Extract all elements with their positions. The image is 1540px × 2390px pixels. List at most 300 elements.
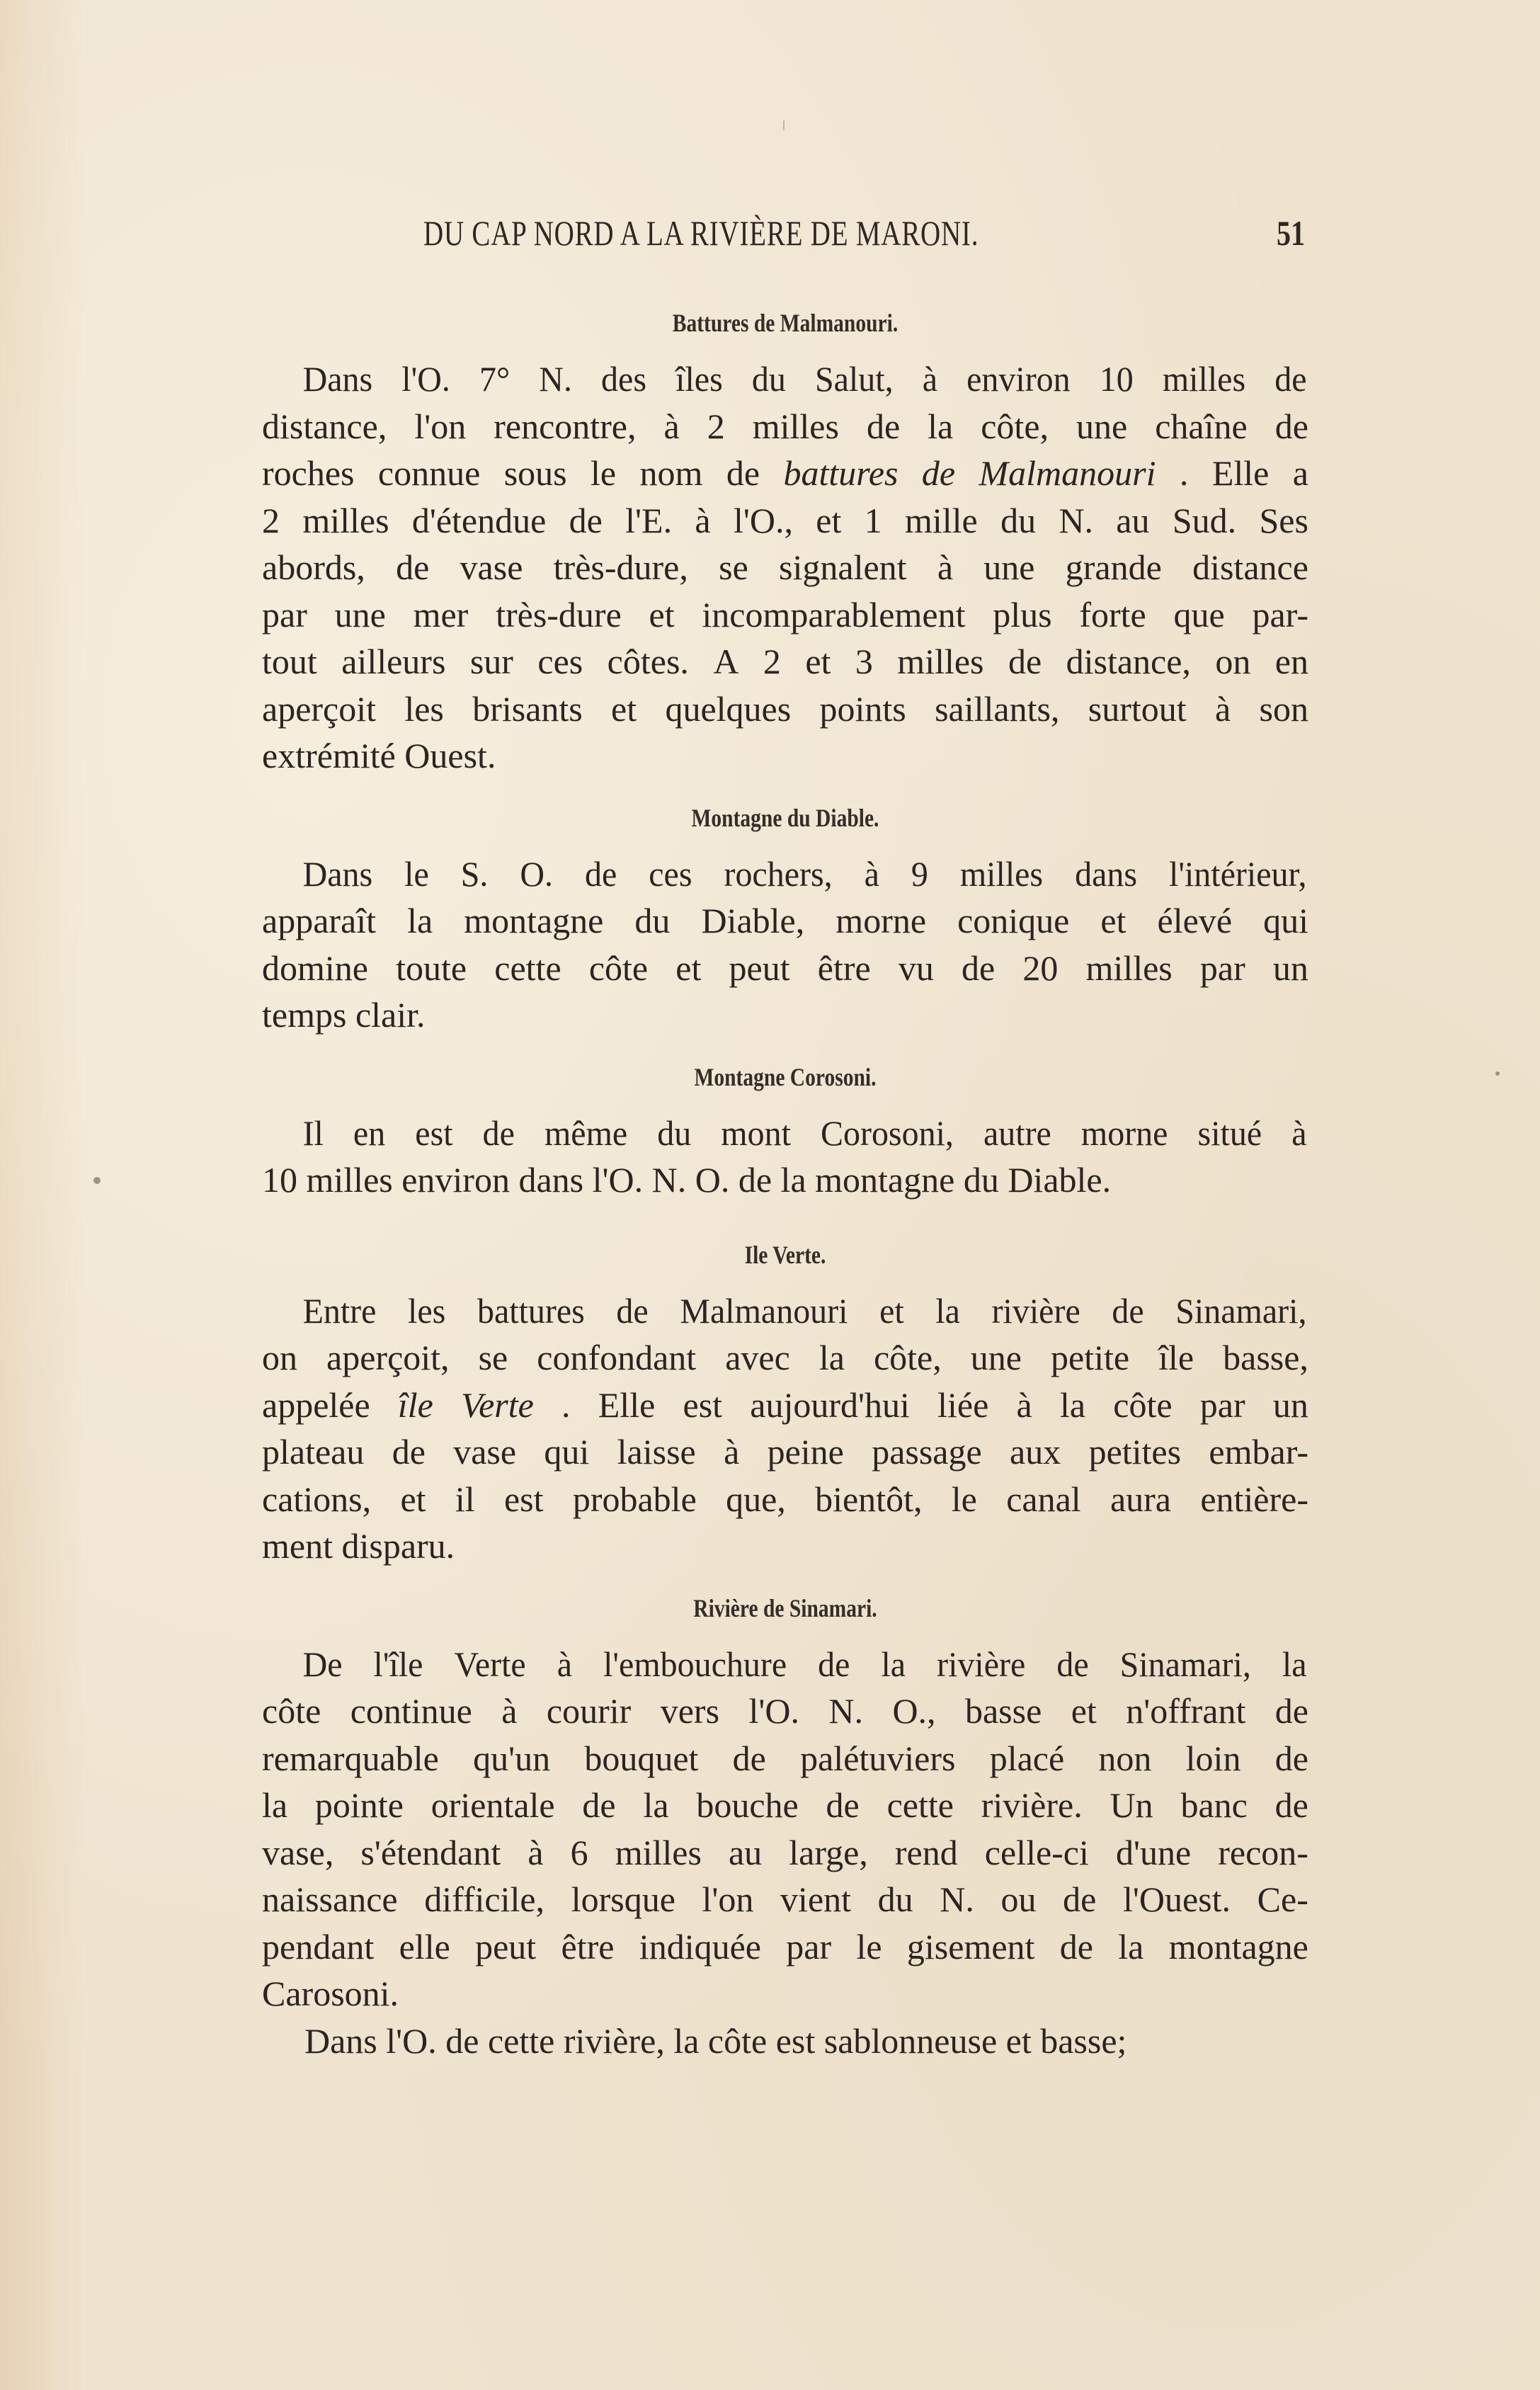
word: ou: [1000, 1879, 1037, 1919]
word: un: [1272, 948, 1308, 988]
word: une: [970, 1338, 1022, 1377]
italic-word: île: [397, 1384, 433, 1425]
word: extrémité: [262, 736, 405, 775]
word: peut: [475, 1926, 537, 1967]
word: de: [582, 1785, 616, 1825]
word: la: [881, 1644, 906, 1684]
word: n'offrant: [1126, 1691, 1246, 1731]
word: appelée: [262, 1384, 370, 1425]
word: O.,: [892, 1691, 936, 1731]
word: son: [1259, 688, 1308, 729]
text-line: [262, 1641, 1307, 1688]
word: île: [1158, 1338, 1194, 1377]
word: et: [611, 688, 637, 729]
word: Sinamari,: [1175, 1290, 1307, 1331]
word: entière-: [1200, 1479, 1308, 1519]
word: non: [1098, 1738, 1152, 1778]
word: de: [826, 1785, 860, 1825]
word: de: [962, 948, 996, 988]
word: de: [732, 1738, 766, 1778]
word: rend: [894, 1832, 958, 1872]
word: 7°: [479, 359, 511, 399]
word: cette: [487, 2020, 564, 2061]
word: Sinamari,: [1119, 1644, 1251, 1684]
word: que: [1173, 594, 1225, 635]
word: l'intérieur,: [1168, 853, 1307, 894]
word: nom: [639, 453, 703, 493]
word: forte: [1079, 594, 1146, 635]
word: de: [396, 547, 430, 587]
word: Malmanouri: [680, 1290, 848, 1331]
word: d'étendue: [411, 500, 547, 540]
word: abords,: [262, 547, 365, 587]
text-line: [262, 1923, 1308, 1971]
word: l'on: [702, 1879, 754, 1919]
word: remarquable: [262, 1738, 439, 1778]
text-line: [262, 897, 1308, 945]
word: battures: [477, 1290, 585, 1331]
word: 2: [763, 642, 781, 681]
word: de: [726, 453, 760, 493]
word: du: [657, 1113, 692, 1153]
word: orientale: [430, 1785, 555, 1825]
word: vase: [453, 1432, 517, 1472]
running-head: [423, 212, 1305, 262]
word: de: [445, 2020, 488, 2061]
word: est: [415, 1113, 453, 1153]
word: la: [1282, 1644, 1307, 1684]
word: A: [713, 642, 739, 681]
text-line: [262, 685, 1308, 733]
word: 10: [262, 1160, 307, 1200]
italic-word: battures: [783, 453, 899, 493]
italic-word: de: [921, 453, 956, 493]
running-title: DU CAP NORD A LA RIVIÈRE DE MARONI.: [423, 213, 979, 253]
word: bientôt,: [815, 1479, 923, 1519]
word: ailleurs: [341, 642, 446, 681]
word: basse,: [1223, 1338, 1308, 1377]
word: courir: [546, 1691, 632, 1731]
section-montagne-corosoni: [262, 1052, 1308, 1204]
word: côte,: [873, 1338, 942, 1377]
word: clair.: [355, 995, 426, 1035]
word: de: [569, 500, 603, 540]
word: Salut,: [814, 359, 894, 399]
word: se: [478, 1338, 508, 1377]
word: l'O.: [386, 2020, 446, 2061]
word: De: [302, 1644, 343, 1684]
word: à: [1016, 1384, 1032, 1425]
word: par-: [1252, 594, 1308, 635]
word: montagne: [815, 1160, 964, 1200]
word: du: [751, 359, 786, 399]
paragraph: [262, 1287, 1308, 1570]
word: distance: [1192, 547, 1308, 587]
word: morne: [1080, 1113, 1168, 1153]
word: continue: [350, 1691, 472, 1731]
word: l'on: [414, 406, 467, 446]
word: rivière: [937, 1644, 1026, 1684]
word: côte,: [981, 406, 1049, 446]
word: cations,: [262, 1479, 372, 1519]
word: à: [937, 547, 954, 587]
word: et: [879, 1290, 904, 1331]
paragraph: [262, 1641, 1308, 2018]
word: de: [1274, 1738, 1308, 1778]
word: 20: [1022, 948, 1059, 988]
word: le: [404, 853, 429, 894]
word: côte: [707, 2020, 776, 2061]
word: du: [877, 1879, 913, 1919]
word: à: [527, 1832, 544, 1872]
word: surtout: [1088, 688, 1187, 729]
word: à: [501, 1691, 518, 1731]
word: s'étendant: [360, 1832, 501, 1872]
word: même: [544, 1113, 628, 1153]
section-montagne-du-diable: [262, 792, 1308, 1039]
word: vu: [898, 948, 934, 988]
word: on: [262, 1338, 297, 1377]
section-heading: Battures de Malmanouri.: [672, 309, 899, 337]
text-line: [262, 1476, 1308, 1523]
word: une: [334, 594, 386, 635]
text-line: [262, 991, 1308, 1039]
word: est: [503, 1479, 544, 1519]
word: vase,: [262, 1832, 334, 1872]
word: la: [1059, 1384, 1086, 1425]
word: .: [1179, 453, 1189, 493]
text-line: [262, 1428, 1308, 1476]
section-ile-verte: [262, 1229, 1308, 1570]
word: à: [663, 406, 680, 446]
word: de: [584, 853, 617, 894]
word: qui: [544, 1432, 590, 1472]
word: toute: [396, 948, 467, 988]
word: et: [675, 948, 702, 988]
word: 9: [911, 853, 928, 894]
word: bouquet: [584, 1738, 699, 1778]
section-battures-de-malmanouri: [262, 297, 1308, 780]
word: montagne: [1168, 1926, 1308, 1967]
word: 10: [1099, 359, 1134, 399]
word: Elle: [598, 1384, 656, 1425]
word: à: [724, 1432, 740, 1472]
word: Ce-: [1257, 1879, 1308, 1919]
word: probable: [572, 1479, 697, 1519]
paragraph: [262, 1110, 1308, 1204]
word: milles: [306, 1160, 402, 1200]
word: que,: [726, 1479, 786, 1519]
word: Verte: [454, 1644, 526, 1684]
word: de: [482, 1113, 515, 1153]
word: la: [819, 1338, 845, 1377]
text-line: [262, 1782, 1308, 1829]
word: les: [408, 1290, 446, 1331]
word: en: [353, 1113, 386, 1153]
word: de: [1112, 1290, 1144, 1331]
word: cette: [494, 948, 561, 988]
word: N.: [828, 1691, 864, 1731]
text-line: [262, 732, 1308, 780]
text-line: [262, 1382, 1308, 1429]
word: sur: [469, 642, 513, 681]
word: Carosoni.: [262, 1974, 399, 2013]
word: de: [1059, 1926, 1093, 1967]
word: signalent: [779, 547, 907, 587]
word: est: [683, 1384, 723, 1425]
word: de: [1056, 1644, 1089, 1684]
text-line: [262, 450, 1308, 497]
word: Ses: [1259, 500, 1308, 540]
word: de: [1008, 642, 1042, 681]
word: dans: [1075, 853, 1138, 894]
word: l'île: [373, 1644, 423, 1684]
word: les: [404, 688, 444, 729]
word: être: [561, 1926, 615, 1967]
word: des: [601, 359, 647, 399]
word: qui: [1263, 901, 1308, 940]
word: rochers,: [724, 853, 833, 894]
word: aujourd'hui: [750, 1384, 910, 1425]
paper-speck: [783, 120, 785, 130]
word: l'O.: [592, 1160, 652, 1200]
paper-speck: [93, 1177, 101, 1184]
word: est: [775, 2020, 824, 2061]
word: et: [805, 642, 831, 681]
word: être: [817, 948, 871, 988]
word: îles: [675, 359, 723, 399]
text-line: [262, 1970, 1308, 2018]
word: brisants: [472, 688, 583, 729]
word: l'O.: [401, 359, 450, 399]
word: O.: [695, 1160, 738, 1200]
word: domine: [262, 948, 368, 988]
word: Entre: [302, 1290, 377, 1331]
word: petite: [1051, 1338, 1130, 1377]
word: du: [634, 901, 671, 940]
word: et: [1071, 1691, 1097, 1731]
word: S.: [460, 853, 489, 894]
word: Dans: [302, 853, 373, 894]
word: .: [561, 1384, 571, 1425]
word: le: [856, 1926, 882, 1967]
word: plateau: [262, 1432, 365, 1472]
word: environ: [401, 1160, 519, 1200]
text-line: [262, 1110, 1307, 1157]
word: la: [262, 1785, 288, 1825]
word: vient: [780, 1879, 852, 1919]
word: 6: [570, 1832, 588, 1872]
word: confondant: [537, 1338, 697, 1377]
word: ces: [649, 853, 692, 894]
word: chaîne: [1155, 406, 1248, 446]
word: plus: [993, 594, 1052, 635]
word: rencontre,: [494, 406, 637, 446]
word: 1: [864, 500, 882, 540]
word: saillants,: [935, 688, 1060, 729]
word: la: [935, 1290, 960, 1331]
text-line: [262, 544, 1308, 591]
word: la: [643, 1785, 669, 1825]
text-line: [262, 1876, 1308, 1923]
word: recon-: [1218, 1832, 1308, 1872]
word: Corosoni,: [820, 1113, 954, 1153]
text-line: [262, 1287, 1307, 1335]
word: par: [786, 1926, 832, 1967]
page-number: 51: [1277, 213, 1305, 253]
word: apparaît: [262, 901, 377, 940]
word: Dans: [304, 2020, 387, 2061]
word: elle: [399, 1926, 450, 1967]
word: disparu.: [341, 1526, 455, 1566]
word: à: [557, 1644, 573, 1684]
word: ment: [262, 1526, 342, 1566]
word: Diable,: [701, 901, 805, 940]
word: lorsque: [571, 1879, 675, 1919]
word: très-dure: [496, 594, 622, 635]
word: cette: [886, 1785, 954, 1825]
word: O.: [520, 853, 554, 894]
word: sous: [503, 453, 567, 493]
word: la: [928, 406, 954, 446]
word: placé: [989, 1738, 1065, 1778]
word: passage: [872, 1432, 982, 1472]
word: la: [407, 901, 433, 940]
word: par: [262, 594, 307, 635]
paragraph: [262, 850, 1308, 1039]
word: N.: [539, 359, 572, 399]
word: large,: [789, 1832, 868, 1872]
word: laisse: [617, 1432, 696, 1472]
word: tout: [262, 642, 317, 681]
word: Diable.: [1008, 1160, 1112, 1200]
text-line: [262, 1156, 1308, 1204]
word: à: [922, 359, 937, 399]
word: mer: [413, 594, 469, 635]
section-heading: Ile Verte.: [744, 1240, 826, 1269]
word: en: [1274, 642, 1308, 681]
word: l'O.,: [733, 500, 793, 540]
section-riviere-de-sinamari: [262, 1583, 1308, 2065]
word: milles: [1085, 948, 1173, 988]
word: palétuviers: [800, 1738, 956, 1778]
paragraph: [262, 355, 1308, 780]
word: naissance: [262, 1879, 398, 1919]
word: points: [819, 688, 906, 729]
word: aperçoit: [262, 688, 377, 729]
word: temps: [262, 995, 355, 1035]
word: rivière,: [563, 2020, 674, 2061]
word: et: [400, 1479, 426, 1519]
word: rivière: [991, 1290, 1080, 1331]
word: situé: [1197, 1113, 1262, 1153]
word: loin: [1185, 1738, 1241, 1778]
text-line: [262, 1829, 1308, 1877]
word: pointe: [314, 1785, 404, 1825]
word: morne: [835, 901, 927, 940]
word: au: [728, 1832, 763, 1872]
paragraph: [262, 2018, 1308, 2065]
word: milles: [1162, 359, 1246, 399]
word: par: [1199, 1384, 1245, 1425]
word: l'embouchure: [603, 1644, 787, 1684]
word: l'E.: [625, 500, 673, 540]
word: aux: [1010, 1432, 1061, 1472]
word: aura: [1110, 1479, 1172, 1519]
text-line: [262, 850, 1307, 898]
word: la: [1118, 1926, 1144, 1967]
word: de: [1274, 1785, 1308, 1825]
word: la: [673, 2020, 708, 2061]
word: dans: [518, 1160, 593, 1200]
word: du: [963, 1160, 1008, 1200]
word: rivière.: [981, 1785, 1083, 1825]
word: de: [1274, 359, 1307, 399]
word: 2: [707, 406, 725, 446]
word: roches: [262, 453, 355, 493]
section-heading: Rivière de Sinamari.: [693, 1593, 877, 1622]
word: vase: [460, 547, 523, 587]
word: N.: [651, 1160, 695, 1200]
text-line: [262, 1334, 1308, 1382]
text-line: [262, 638, 1308, 685]
text-column: [262, 297, 1308, 2064]
text-line: [262, 591, 1308, 639]
word: liée: [937, 1384, 989, 1425]
word: de: [1274, 1691, 1308, 1731]
word: avec: [725, 1338, 790, 1377]
text-line: [262, 1735, 1308, 1782]
word: autre: [983, 1113, 1051, 1153]
word: Elle: [1211, 453, 1270, 493]
word: grande: [1065, 547, 1162, 587]
text-line: [262, 2018, 1308, 2065]
word: milles: [897, 642, 984, 681]
section-heading: Montagne du Diable.: [691, 803, 879, 832]
section-heading: Montagne Corosoni.: [694, 1062, 877, 1091]
word: connue: [377, 453, 481, 493]
text-line: [262, 1688, 1308, 1735]
word: celle-ci: [984, 1832, 1089, 1872]
word: peut: [729, 948, 790, 988]
word: côte: [588, 948, 649, 988]
word: à: [864, 853, 879, 894]
word: sablonneuse: [823, 2020, 1006, 2061]
word: gisement: [906, 1926, 1035, 1967]
word: au: [1116, 500, 1150, 540]
paper-speck: [1495, 1071, 1500, 1076]
word: vers: [660, 1691, 720, 1731]
word: N.: [1059, 500, 1093, 540]
word: a: [1292, 453, 1308, 493]
word: la: [780, 1160, 816, 1200]
word: et: [816, 500, 842, 540]
word: milles: [615, 1832, 702, 1872]
word: quelques: [665, 688, 792, 729]
text-line: [262, 355, 1307, 403]
word: côte: [1113, 1384, 1173, 1425]
word: l'Ouest.: [1122, 1879, 1231, 1919]
word: un: [1272, 1384, 1308, 1425]
word: pendant: [262, 1926, 375, 1967]
word: distance,: [1066, 642, 1191, 681]
word: N.: [940, 1879, 974, 1919]
word: une: [1076, 406, 1128, 446]
word: une: [983, 547, 1035, 587]
word: Ouest.: [404, 736, 496, 775]
word: par: [1199, 948, 1245, 988]
word: embar-: [1209, 1432, 1308, 1472]
